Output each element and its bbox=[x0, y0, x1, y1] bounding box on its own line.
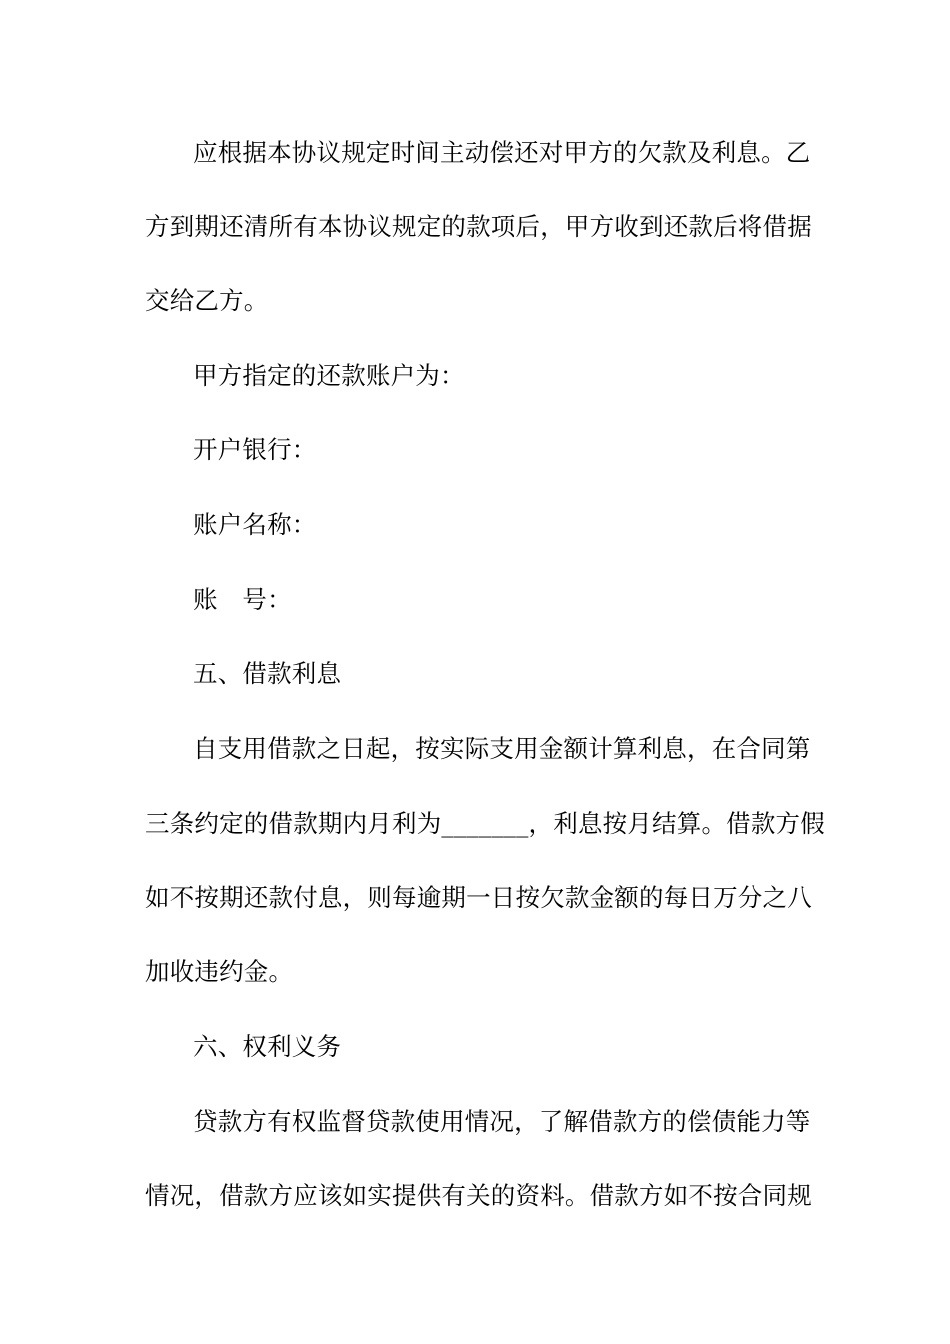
paragraph-line: 贷款方有权监督贷款使用情况，了解借款方的偿债能力等 bbox=[193, 1107, 811, 1136]
section-heading-interest: 五、借款利息 bbox=[193, 659, 342, 688]
paragraph-line: 应根据本协议规定时间主动偿还对甲方的欠款及利息。乙 bbox=[193, 138, 811, 167]
account-name-label: 账户名称： bbox=[193, 510, 317, 539]
paragraph-line: 方到期还清所有本协议规定的款项后，甲方收到还款后将借据 bbox=[145, 212, 812, 241]
paragraph-line: 交给乙方。 bbox=[145, 286, 269, 315]
bank-name-label: 开户银行： bbox=[193, 435, 317, 464]
paragraph-line: 如不按期还款付息，则每逾期一日按欠款金额的每日万分之八 bbox=[145, 883, 812, 912]
paragraph-line: 情况，借款方应该如实提供有关的资料。借款方如不按合同规 bbox=[145, 1181, 812, 1210]
account-number-label: 账 号： bbox=[193, 585, 292, 614]
paragraph-line: 甲方指定的还款账户为： bbox=[193, 361, 465, 390]
paragraph-line: 自支用借款之日起，按实际支用金额计算利息，在合同第 bbox=[193, 734, 811, 763]
paragraph-line: 三条约定的借款期内月利为_______，利息按月结算。借款方假 bbox=[145, 809, 825, 838]
section-heading-rights: 六、权利义务 bbox=[193, 1032, 342, 1061]
paragraph-line: 加收违约金。 bbox=[145, 957, 294, 986]
